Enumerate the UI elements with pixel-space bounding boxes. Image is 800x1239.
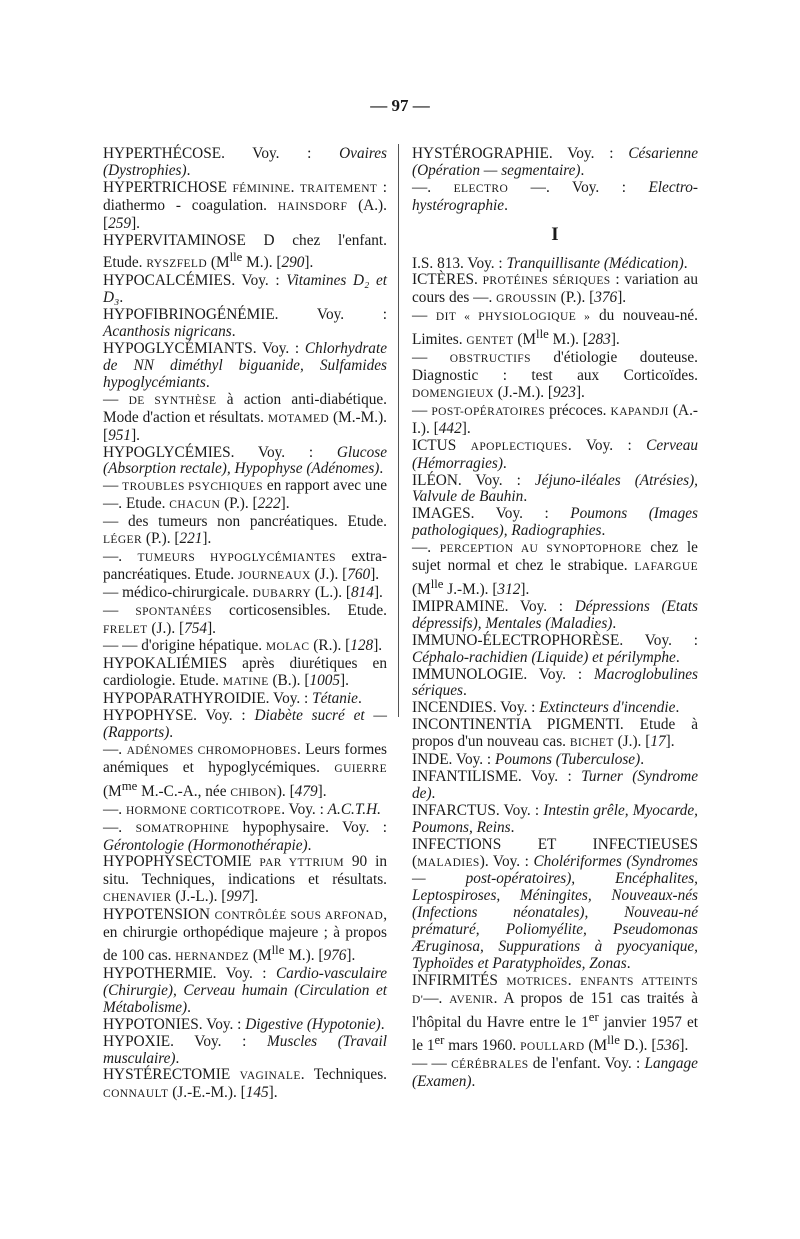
index-entry: — — d'origine hépatique. MOLAC (R.). [128].	[103, 637, 383, 655]
index-entry: HYSTÉRECTOMIE VAGINALE. Techniques. CONNAULT (J.-E.-M.). [145].	[103, 1066, 387, 1102]
index-entry: —. HORMONE CORTICOTROPE. Voy. : A.C.T.H.	[103, 800, 381, 818]
index-entry: HYPOPHYSECTOMIE PAR YTTRIUM 90 in situ. Techniques, indications et résultats. CHENAVIER (J.-L.). [997].	[103, 853, 387, 906]
index-entry: ICTÈRES. PROTÉINES SÉRIQUES : variation au cours des —. GROUSSIN (P.). [376].	[412, 271, 698, 307]
index-entry: HYPOTENSION CONTRÔLÉE SOUS ARFONAD, en chirurgie orthopédique majeure ; à propos de 100 cas. HERNANDEZ ($M^{lle}$ M.). [976].	[103, 906, 388, 965]
index-entry: — TROUBLES PSYCHIQUES en rapport avec une —. Etude. CHACUN (P.). [222].	[103, 477, 388, 513]
index-entry: HYPOGLYCÉMIES. Voy. : Glucose (Absorption rectale), Hypophyse (Adénomes).	[103, 443, 387, 478]
right-column	[412, 146, 698, 1091]
index-entry: — des tumeurs non pancréatiques. Etude. LÉGER (P.). [221].	[103, 513, 387, 548]
index-entry: — POST-OPÉRATOIRES précoces. KAPANDJI (A.-I.). [442].	[412, 401, 698, 437]
index-entry: HYPERTHÉCOSE. Voy. : Ovaires (Dystrophies).	[103, 145, 387, 179]
index-entry: —. ADÉNOMES CHROMOPHOBES. Leurs formes anémiques et hypoglycémiques. GUIERRE ($M^{me}$ M.-C.-A., née CHIBON). [479].	[103, 740, 387, 800]
index-entry: HYPOPHYSE. Voy. : Diabète sucré et — (Rapports).	[103, 707, 387, 741]
index-entry: —. TUMEURS HYPOGLYCÉMIANTES extra-pancréatiques. Etude. JOURNEAUX (J.). [760].	[103, 547, 387, 583]
index-entry: HYPOTHERMIE. Voy. : Cardio-vasculaire (Chirurgie), Cerveau humain (Circulation et Métabolisme).	[103, 964, 387, 1016]
index-entry: INDE. Voy. : Poumons (Tuberculose).	[412, 751, 645, 769]
index-entry: HYPOFIBRINOGÉNÉMIE. Voy. : Acanthosis nigricans.	[103, 306, 387, 341]
index-entry: IMMUNO-ÉLECTROPHORÈSE. Voy. : Céphalo-rachidien (Liquide) et périlymphe.	[412, 631, 698, 666]
index-entry: HYPOXIE. Voy. : Muscles (Travail musculaire).	[103, 1032, 388, 1067]
index-entry: ILÉON. Voy. : Jéjuno-iléales (Atrésies), Valvule de Bauhin.	[412, 471, 698, 506]
index-entry: —. SOMATROPHINE hypophysaire. Voy. : Gérontologie (Hormonothérapie).	[103, 818, 387, 854]
page-number: — 97 —	[370, 96, 430, 115]
index-entry: I.S. 813. Voy. : Tranquillisante (Médication).	[412, 254, 688, 272]
index-entry: —. PERCEPTION AU SYNOPTOPHORE chez le sujet normal et chez le strabique. LAFARGUE ($M^{lle}$ J.-M.). [312].	[412, 539, 698, 599]
index-entry: HYSTÉROGRAPHIE. Voy. : Césarienne (Opération — segmentaire).	[412, 145, 698, 179]
index-entry: HYPERVITAMINOSE D chez l'enfant. Etude. RYSZFELD ($M^{lle}$ M.). [290].	[103, 231, 387, 272]
index-entry: INFANTILISME. Voy. : Turner (Syndrome de).	[412, 768, 698, 802]
index-entry: HYPOTONIES. Voy. : Digestive (Hypotonie).	[103, 1015, 385, 1033]
index-entry: INFIRMITÉS MOTRICES. ENFANTS ATTEINTS D'—. AVENIR. A propos de 151 cas traités à l'hôpital du Havre entre le 1er janvier 1957 et le 1er mars 1960. POULLARD ($M^{lle}$ D.). [536].	[412, 971, 699, 1054]
index-entry: INCONTINENTIA PIGMENTI. Etude à propos d'un nouveau cas. BICHET (J.). [17].	[412, 716, 698, 751]
right-column-bottom	[412, 256, 698, 1091]
left-column	[103, 146, 387, 1103]
index-entry: — médico-chirurgicale. DUBARRY (L.). [814].	[103, 583, 383, 601]
index-entry: HYPOGLYCÉMIANTS. Voy. : Chlorhydrate de NN diméthyl biguanide, Sulfamides hypoglycémiants.	[103, 340, 387, 391]
index-entry: ICTUS APOPLECTIQUES. Voy. : Cerveau (Hémorragies).	[412, 436, 698, 472]
index-entry: INCENDIES. Voy. : Extincteurs d'incendie.	[412, 699, 680, 717]
index-entry: HYPERTRICHOSE FÉMININE. TRAITEMENT : diathermo - coagulation. HAINSDORF (A.). [259].	[103, 178, 388, 232]
index-entry: —. ELECTRO —. Voy. : Electro-hystérographie.	[412, 178, 699, 214]
index-entry: IMIPRAMINE. Voy. : Dépressions (Etats dépressifs), Mentales (Maladies).	[412, 597, 698, 632]
right-column-top	[412, 146, 698, 215]
index-entry: HYPOKALIÉMIES après diurétiques en cardiologie. Etude. MATINE (B.). [1005].	[103, 655, 387, 690]
index-entry: — — CÉRÉBRALES de l'enfant. Voy. : Langage (Examen).	[412, 1054, 698, 1090]
index-entry: IMAGES. Voy. : Poumons (Images pathologiques), Radiographies.	[412, 505, 698, 540]
index-entry: INFECTIONS ET INFECTIEUSES (MALADIES). Voy. : Cholériformes (Syndromes — post-opératoires), Encéphalites, Leptospiroses, Méningites, Nouveaux-nés (Infections néonatales), Nouveau-né prématuré, Poliomyélite, Pseudomonas Æruginosa, Suppurations à pyocyanique, Typhoïdes et Paratyphoïdes, Zonas.	[412, 835, 699, 972]
column-divider	[398, 144, 399, 717]
index-entry: — SPONTANÉES corticosensibles. Etude. FRELET (J.). [754].	[103, 601, 388, 637]
index-entry: INFARCTUS. Voy. : Intestin grêle, Myocarde, Poumons, Reins.	[412, 801, 698, 836]
index-entry: — OBSTRUCTIFS d'étiologie douteuse. Diagnostic : test aux Corticoïdes. DOMENGIEUX (J.-M.). [923].	[412, 349, 699, 401]
index-entry: — DE SYNTHÈSE à action anti-diabétique. Mode d'action et résultats. MOTAMED (M.-M.). [951].	[103, 390, 387, 444]
index-entry: — DIT « PHYSIOLOGIQUE » du nouveau-né. Limites. GENTET ($M^{lle}$ M.). [283].	[412, 307, 699, 349]
index-entry: IMMUNOLOGIE. Voy. : Macroglobulines sériques.	[412, 665, 698, 700]
section-letter: I	[551, 223, 559, 245]
index-entry: HYPOCALCÉMIES. Voy. : Vitamines D₂ et D₃.	[103, 272, 387, 307]
index-entry: HYPOPARATHYROIDIE. Voy. : Tétanie.	[103, 690, 362, 708]
